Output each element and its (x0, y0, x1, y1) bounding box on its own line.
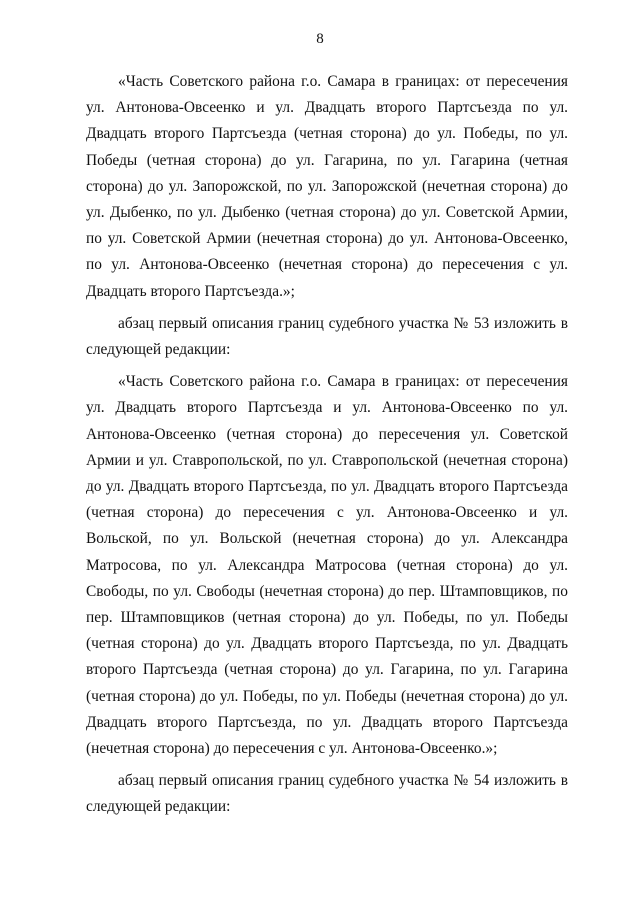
paragraph-amendment-54: абзац первый описания границ судебного участка № 54 изложить в следующей редакции: (86, 772, 568, 816)
document-body (86, 69, 568, 821)
paragraph-amendment-53: абзац первый описания границ судебного участка № 53 изложить в следующей редакции: (86, 314, 568, 359)
page-number: 8 (316, 31, 324, 47)
paragraph-boundary-description-53: «Часть Советского района г.о. Самара в границах: от пересечения ул. Двадцать второго Партсъезда и ул. Антонова-Овсеенко по ул. Антонова-Овсеенко (четная сторона) до пересечения ул. Советской Армии и ул. Ставропольской, по ул. Ставропольской (нечетная сторона) до ул. Двадцать второго Партсъезда, по ул. Двадцать второго Партсъезда (четная сторона) до пересечения с ул. Антонова-Овсеенко и ул. Вольской, по ул. Вольской (нечетная сторона) до ул. Александра Матросова, по ул. Александра Матросова (четная сторона) до ул. Свободы, по ул. Свободы (нечетная сторона) до пер. Штамповщиков, по пер. Штамповщиков (четная сторона) до ул. Победы, по ул. Победы (четная сторона) до ул. Двадцать второго Партсъезда, по ул. Двадцать второго Партсъезда (четная сторона) до ул. Гагарина, по ул. Гагарина (четная сторона) до ул. Победы, по ул. Победы (нечетная сторона) до ул. Двадцать второго Партсъезда, по ул. Двадцать второго Партсъезда (нечетная сторона) до пересечения с ул. Антонова-Овсеенко.»; (86, 373, 568, 758)
paragraph-boundary-description-52: «Часть Советского района г.о. Самара в границах: от пересечения ул. Антонова-Овсеенко и ул. Двадцать второго Партсъезда по ул. Двадцать второго Партсъезда (четная сторона) до ул. Победы, по ул. Победы (четная сторона) до ул. Гагарина, по ул. Гагарина (четная сторона) до ул. Запорожской, по ул. Запорожской (нечетная сторона) до ул. Дыбенко, по ул. Дыбенко (четная сторона) до ул. Советской Армии, по ул. Советской Армии (нечетная сторона) до ул. Антонова-Овсеенко, по ул. Антонова-Овсеенко (нечетная сторона) до пересечения с ул. Двадцать второго Партсъезда.»; (86, 73, 568, 300)
